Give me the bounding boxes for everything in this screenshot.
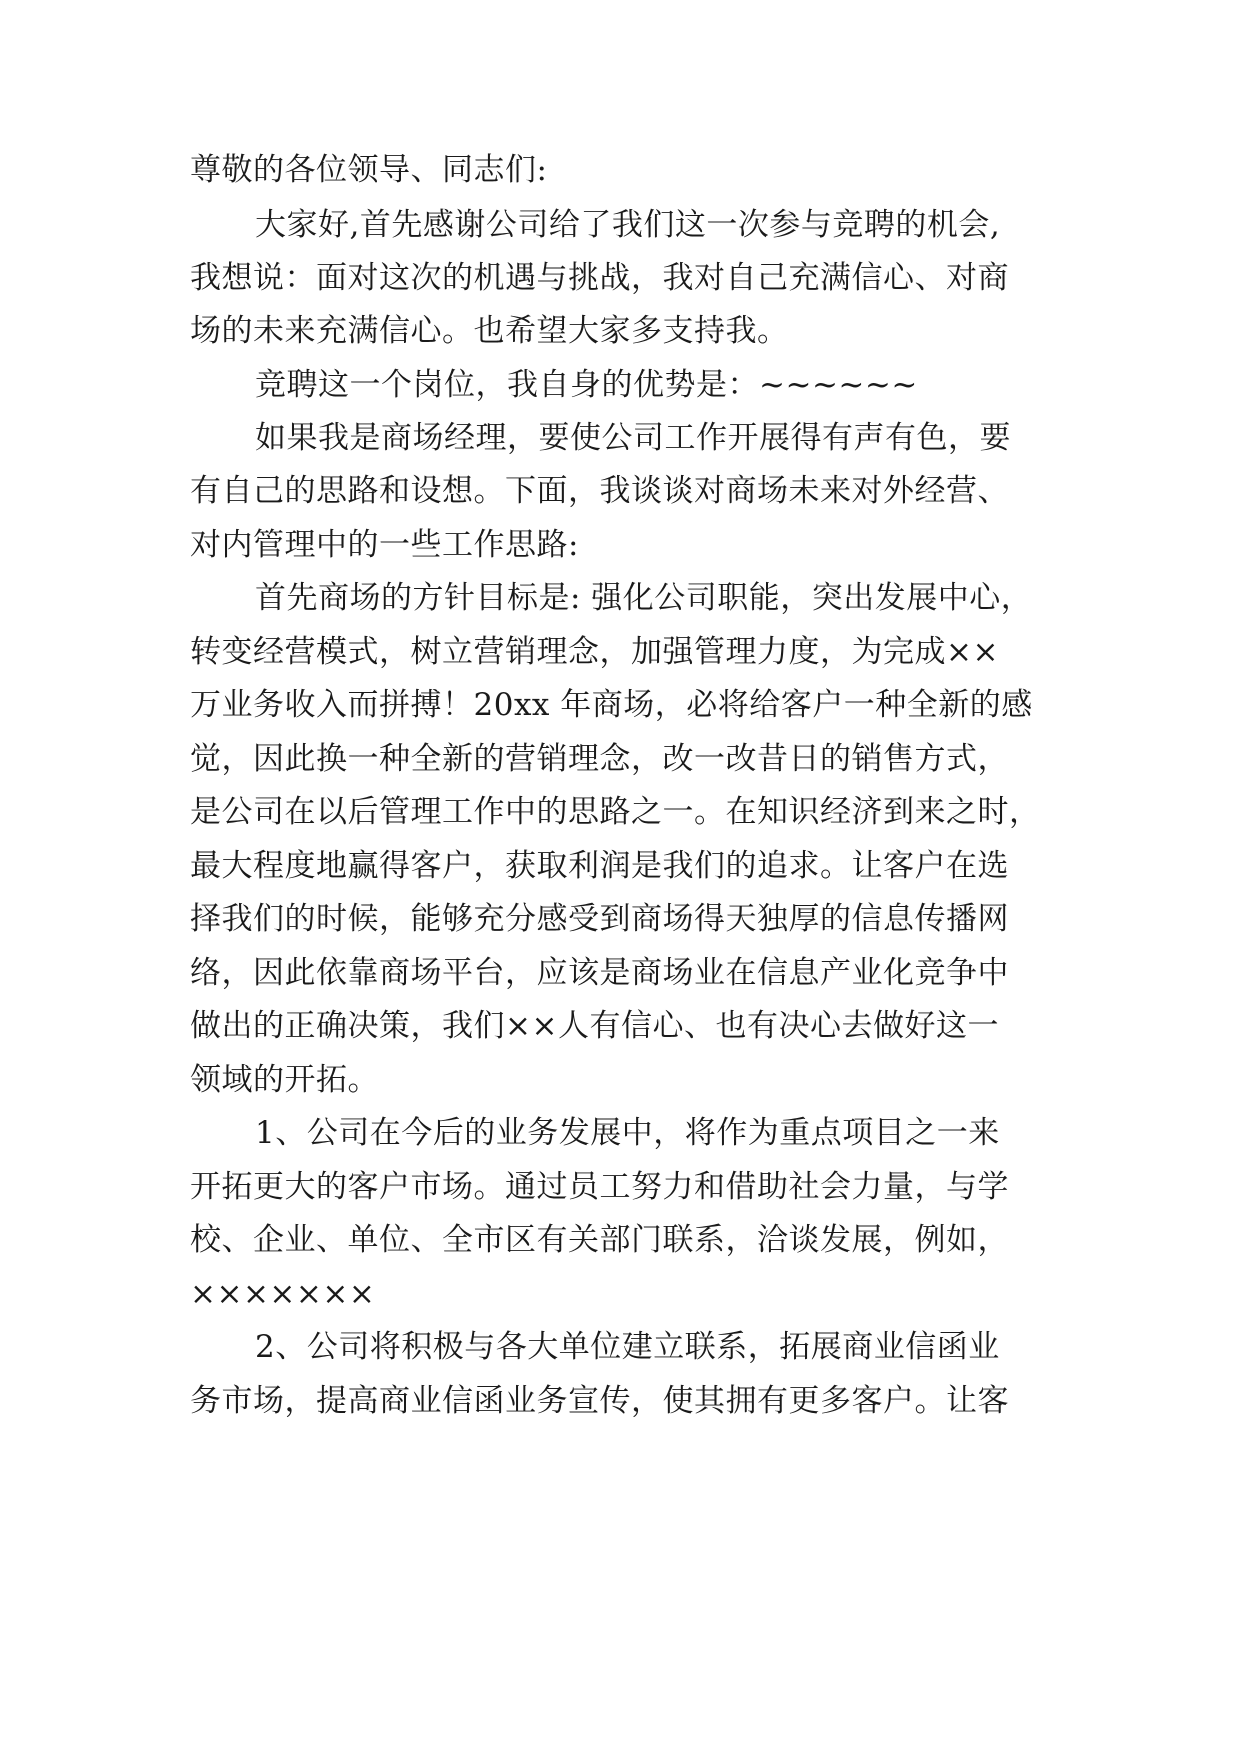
paragraph-line: 首先商场的方针目标是: 强化公司职能，突出发展中心， bbox=[255, 580, 1033, 616]
paragraph-line: 是公司在以后管理工作中的思路之一。在知识经济到来之时， bbox=[190, 794, 1041, 830]
paragraph-line: 大家好,首先感谢公司给了我们这一次参与竞聘的机会, bbox=[255, 207, 1001, 243]
paragraph-line: 觉，因此换一种全新的营销理念，改一改昔日的销售方式， bbox=[190, 741, 1009, 777]
paragraph-line: 我想说：面对这次的机遇与挑战，我对自己充满信心、对商 bbox=[190, 260, 1009, 296]
paragraph-line: 场的未来充满信心。也希望大家多支持我。 bbox=[190, 313, 789, 349]
paragraph-line: 最大程度地赢得客户，获取利润是我们的追求。让客户在选 bbox=[190, 848, 1009, 884]
paragraph-line: 做出的正确决策，我们××人有信心、也有决心去做好这一 bbox=[190, 1008, 999, 1044]
paragraph-line: 络，因此依靠商场平台，应该是商场业在信息产业化竞争中 bbox=[190, 955, 1009, 991]
paragraph-line: 务市场，提高商业信函业务宣传，使其拥有更多客户。让客 bbox=[190, 1383, 1009, 1419]
paragraph-line: 领域的开拓。 bbox=[190, 1062, 379, 1098]
paragraph-line: 校、企业、单位、全市区有关部门联系，洽谈发展，例如， bbox=[190, 1222, 1009, 1258]
paragraph-line: 2、公司将积极与各大单位建立联系，拓展商业信函业 bbox=[255, 1329, 1000, 1365]
paragraph-line: 对内管理中的一些工作思路: bbox=[190, 527, 579, 563]
paragraph-line: 开拓更大的客户市场。通过员工努力和借助社会力量，与学 bbox=[190, 1169, 1009, 1205]
salutation: 尊敬的各位领导、同志们: bbox=[190, 152, 548, 188]
paragraph-line: 万业务收入而拼搏！20xx 年商场，必将给客户一种全新的感 bbox=[190, 687, 1033, 723]
paragraph-line: ××××××× bbox=[190, 1276, 376, 1312]
paragraph-line: 如果我是商场经理，要使公司工作开展得有声有色，要 bbox=[255, 420, 1011, 456]
paragraph-line: 转变经营模式，树立营销理念，加强管理力度，为完成×× bbox=[190, 634, 999, 670]
paragraph-line: 有自己的思路和设想。下面，我谈谈对商场未来对外经营、 bbox=[190, 473, 1009, 509]
paragraph-line: 竞聘这一个岗位，我自身的优势是：~~~~~~ bbox=[255, 367, 918, 403]
paragraph-line: 1、公司在今后的业务发展中，将作为重点项目之一来 bbox=[255, 1115, 1000, 1151]
paragraph-line: 择我们的时候，能够充分感受到商场得天独厚的信息传播网 bbox=[190, 901, 1009, 937]
